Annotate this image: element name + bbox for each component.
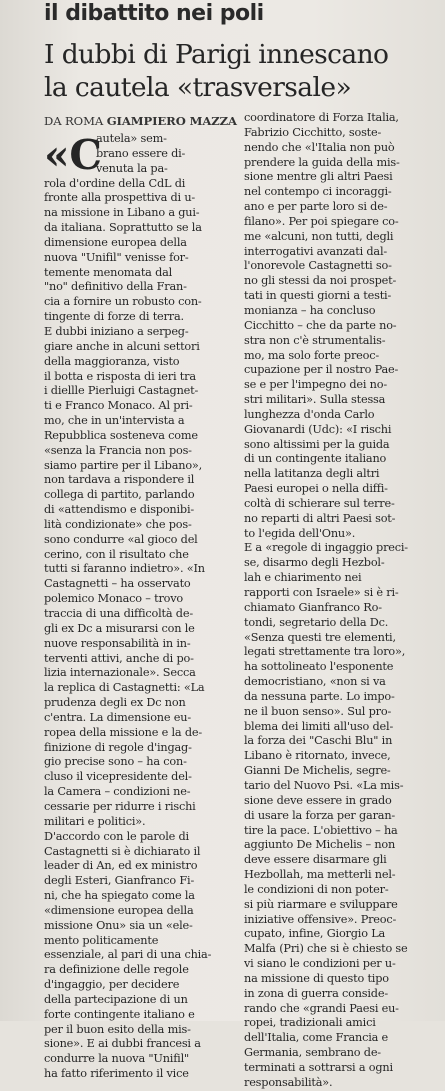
section-kicker: il dibattito nei poli	[44, 1, 264, 26]
text-line: «Senza questi tre elementi,	[244, 630, 396, 644]
text-line: tire la pace. L'obiettivo – ha	[244, 823, 398, 837]
text-line: tutti si faranno indietro». «In	[44, 562, 205, 576]
text-line: lità condizionate» che pos-	[44, 517, 192, 531]
text-line: interrogativi avanzati dal-	[244, 244, 387, 258]
text-line: missione Onu» sia un «ele-	[44, 918, 193, 932]
text-line: rapporti con Israele» si è ri-	[244, 586, 399, 599]
text-line: Libano è ritornato, invece,	[244, 749, 391, 763]
text-line: d'ingaggio, per decidere	[44, 978, 180, 992]
text-line: siamo partire per il Libano»,	[44, 458, 203, 472]
headline-line: la cautela «trasversale»	[44, 72, 352, 103]
drop-cap: «C	[44, 131, 102, 179]
text-line: Malfa (Pri) che si è chiesto se	[244, 942, 408, 956]
text-line: finizione di regole d'ingag-	[44, 740, 192, 754]
text-line: responsabilità».	[244, 1075, 333, 1089]
text-line: cia a fornire un robusto con-	[44, 295, 202, 309]
text-line: sione». E ai dubbi francesi a	[44, 1037, 201, 1051]
text-line: stra non c'è strumentalis-	[244, 333, 386, 347]
text-line: legati strettamente tra loro»,	[244, 645, 406, 659]
text-line: D'accordo con le parole di	[44, 829, 189, 843]
headline	[44, 38, 436, 104]
text-line: na missione di questo tipo	[244, 971, 389, 985]
text-line: si più riarmare e sviluppare	[244, 897, 398, 911]
text-line: nuove responsabilità in in-	[44, 636, 191, 650]
text-line: la replica di Castagnetti: «La	[44, 681, 205, 695]
text-line: lah e chiarimento nei	[244, 571, 362, 585]
text-line: tingente di forze di terra.	[44, 310, 184, 324]
text-line: stri militari». Sulla stessa	[244, 393, 386, 407]
text-line: Castagnetti – ha osservato	[44, 577, 191, 591]
text-line: coltà di schierare sul terre-	[244, 496, 395, 510]
text-line: tario del Nuovo Psi. «La mis-	[244, 778, 404, 792]
text-line: dimensione europea della	[44, 235, 187, 249]
text-line: Repubblica sosteneva come	[44, 428, 198, 442]
text-line: autela» sem-	[96, 132, 167, 145]
text-line: E dubbi iniziano a serpeg-	[44, 324, 189, 338]
text-line: cerino, con il risultato che	[44, 547, 189, 561]
text-line: aggiunto De Michelis – non	[244, 838, 396, 852]
text-line: «dimensione europea della	[44, 903, 194, 917]
text-line: degli Esteri, Gianfranco Fi-	[44, 874, 195, 888]
text-line: della partecipazione di un	[44, 992, 188, 1006]
article-column-left	[44, 132, 232, 1082]
text-line: sono condurre «al gioco del	[44, 532, 198, 546]
text-line: se e per l'impegno dei no-	[244, 378, 387, 392]
text-line: «senza la Francia non pos-	[44, 443, 192, 457]
text-line: collega di partito, parlando	[44, 488, 195, 502]
byline-author: GIAMPIERO MAZZA	[106, 114, 237, 128]
text-line: cupato, infine, Giorgio La	[244, 927, 386, 941]
text-line: terventi attivi, anche di po-	[44, 651, 194, 665]
text-line: Castagnetti si è dichiarato il	[44, 844, 201, 858]
text-line: cluso il vicepresidente del-	[44, 770, 192, 784]
text-line: giare anche in alcuni settori	[44, 339, 200, 353]
text-line: chiamato Gianfranco Ro-	[244, 600, 382, 614]
text-line: essenziale, al pari di una chia-	[44, 948, 212, 962]
text-line: deve essere disarmare gli	[244, 853, 387, 867]
text-line: ti e Franco Monaco. Al pri-	[44, 399, 193, 413]
text-line: nendo che «l'Italia non può	[244, 140, 395, 154]
text-line: ni, che ha spiegato come la	[44, 889, 195, 903]
text-line: ropei, tradizionali amici	[244, 1016, 376, 1030]
text-line: filano». Per poi spiegare co-	[244, 214, 399, 228]
text-line: le condizioni di non poter-	[244, 882, 389, 896]
text-line: i diellle Pierluigi Castagnet-	[44, 384, 199, 398]
text-line: per il buon esito della mis-	[44, 1022, 191, 1036]
text-line: non tardava a rispondere il	[44, 473, 195, 487]
text-line: se, disarmo degli Hezbol-	[244, 556, 385, 570]
text-line: ha fatto riferimento il vice	[44, 1067, 189, 1081]
text-line: cupazione per il nostro Pae-	[244, 363, 399, 377]
text-line: militari e politici».	[44, 814, 146, 828]
text-line: no gli stessi da noi prospet-	[244, 274, 397, 288]
text-line: "no" definitivo della Fran-	[44, 280, 187, 294]
text-line: in zona di guerra conside-	[244, 986, 388, 1000]
text-line: da nessuna parte. Lo impo-	[244, 689, 395, 703]
text-line: prendere la guida della mis-	[244, 155, 400, 169]
byline	[44, 114, 237, 128]
byline-place: DA ROMA	[44, 114, 104, 128]
text-line: ano e per parte loro si de-	[244, 200, 388, 214]
text-line: Gianni De Michelis, segre-	[244, 764, 391, 778]
text-line: condurre la nuova "Unifil"	[44, 1052, 189, 1066]
text-line: brano essere di-	[96, 146, 186, 160]
text-line: Giovanardi (Udc): «I rischi	[244, 422, 392, 436]
text-line: mento politicamente	[44, 933, 159, 947]
text-line: Germania, sembrano de-	[244, 1046, 381, 1060]
text-line: tati in questi giorni a testi-	[244, 289, 392, 303]
text-line: ra definizione delle regole	[44, 963, 189, 977]
text-line: coordinatore di Forza Italia,	[244, 111, 399, 124]
text-line: sono altissimi per la guida	[244, 437, 390, 451]
text-line: rola d'ordine della CdL di	[44, 176, 186, 190]
text-line: rando che «grandi Paesi eu-	[244, 1001, 399, 1015]
text-line: lunghezza d'onda Carlo	[244, 407, 375, 421]
text-line: no reparti di altri Paesi sot-	[244, 511, 396, 525]
text-line: di usare la forza per garan-	[244, 808, 396, 822]
text-line: na missione in Libano a gui-	[44, 206, 200, 220]
text-line: democristiano, «non si va	[244, 675, 386, 689]
text-line: c'entra. La dimensione eu-	[44, 710, 191, 724]
text-line: lizia internazionale». Secca	[44, 666, 196, 680]
text-line: terminati a sottrarsi a ogni	[244, 1061, 393, 1074]
text-line: blema dei limiti all'uso del-	[244, 719, 394, 733]
text-line: ne il buon senso». Sul pro-	[244, 704, 392, 718]
text-line: mo, ma solo forte preoc-	[244, 348, 379, 362]
text-line: ha sottolineato l'esponente	[244, 660, 394, 674]
text-line: la forza dei "Caschi Blu" in	[244, 734, 393, 748]
text-line: fronte alla prospettiva di u-	[44, 191, 196, 205]
text-line: Cicchitto – che da parte no-	[244, 318, 397, 332]
text-line: nel contempo ci incoraggi-	[244, 185, 392, 199]
text-line: il botta e risposta di ieri tra	[44, 369, 196, 383]
text-line: vi siano le condizioni per u-	[244, 957, 396, 971]
text-line: monianza – ha concluso	[244, 303, 376, 317]
text-line: polemico Monaco – trovo	[44, 592, 184, 606]
text-line: me «alcuni, non tutti, degli	[244, 229, 394, 243]
text-line: Fabrizio Cicchitto, soste-	[244, 125, 382, 139]
text-line: nuova "Unifil" venisse for-	[44, 250, 189, 264]
text-line: mo, che in un'intervista a	[44, 414, 185, 428]
text-line: nella latitanza degli altri	[244, 467, 380, 481]
text-line: cessarie per ridurre i rischi	[44, 799, 196, 813]
text-line: di «attendismo e disponibi-	[44, 503, 194, 517]
headline-line: I dubbi di Parigi innescano	[44, 39, 389, 70]
text-line: da italiana. Soprattutto se la	[44, 221, 202, 235]
article-column-right	[244, 111, 436, 1091]
text-line: leader di An, ed ex ministro	[44, 859, 198, 873]
text-line: Hezbollah, ma metterli nel-	[244, 868, 396, 882]
text-line: temente menomata dal	[44, 265, 173, 279]
text-line: venuta la pa-	[96, 161, 168, 175]
text-line: gli ex Dc a misurarsi con le	[44, 621, 195, 635]
text-line: prudenza degli ex Dc non	[44, 696, 186, 710]
text-line: di un contingente italiano	[244, 452, 387, 466]
text-line: traccia di una difficoltà de-	[44, 607, 193, 620]
text-line: l'onorevole Castagnetti so-	[244, 259, 392, 273]
text-line: ropea della missione e la de-	[44, 725, 202, 739]
text-line: E a «regole di ingaggio preci-	[244, 541, 408, 555]
text-line: sione deve essere in grado	[244, 793, 392, 807]
text-line: Paesi europei o nella diffi-	[244, 482, 388, 496]
text-line: dell'Italia, come Francia e	[244, 1031, 389, 1045]
text-line: tondi, segretario della Dc.	[244, 615, 389, 629]
text-line: forte contingente italiano e	[44, 1007, 195, 1021]
text-line: to l'egida dell'Onu».	[244, 526, 356, 540]
text-line: della maggioranza, visto	[44, 354, 180, 368]
text-line: iniziative offensive». Preoc-	[244, 912, 397, 926]
text-line: gio precise sono – ha con-	[44, 755, 187, 769]
text-line: sione mentre gli altri Paesi	[244, 170, 393, 184]
text-line: la Camera – condizioni ne-	[44, 785, 191, 799]
